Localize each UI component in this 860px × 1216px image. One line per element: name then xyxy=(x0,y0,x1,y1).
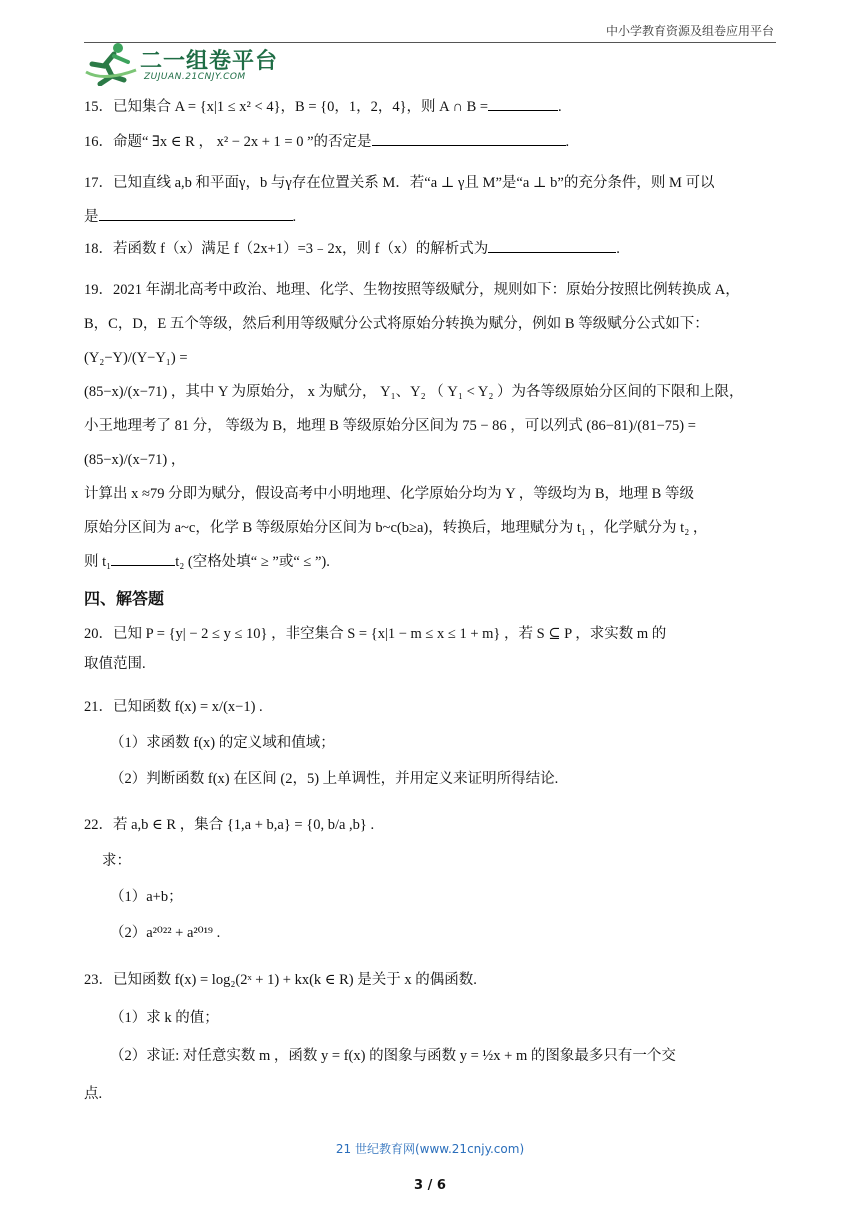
question-23 xyxy=(84,961,776,1113)
answer-blank xyxy=(99,206,293,221)
question-17: 17．已知直线 a,b 和平面γ，b 与γ存在位置关系 M．若“a ⊥ γ且 M”是“a ⊥ b”的充分条件，则 M 可以 是 . xyxy=(84,175,715,225)
logo-title: 二一组卷平台 xyxy=(140,49,279,74)
answer-blank xyxy=(111,551,175,566)
question-19-text: 则 t₁ xyxy=(84,554,112,570)
question-21-part-2: （2）判断函数 f(x) 在区间 (2，5) 上单调性，并用定义来证明所得结论. xyxy=(110,771,559,787)
question-19-line: 19．2021 年湖北高考中政治、地理、化学、生物按照等级赋分，规则如下：原始分按照比例转换成 A， xyxy=(84,282,740,298)
question-23-part-2: （2）求证: 对任意实数 m ，函数 y = f(x) 的图象与函数 y = ½x + m 的图象最多只有一个交 xyxy=(110,1048,676,1064)
question-20-line: 取值范围. xyxy=(84,656,146,672)
question-22 xyxy=(84,807,776,951)
question-22-ask: 求： xyxy=(102,853,131,869)
question-21-stem: 21．已知函数 f(x) = x/(x−1) . xyxy=(84,699,263,715)
runner-icon xyxy=(84,42,138,86)
question-15: 15．已知集合 A = {x|1 ≤ x² < 4}，B = {0，1，2，4}，则 A ∩ B = . xyxy=(84,96,776,117)
page-content xyxy=(84,96,776,1123)
answer-blank xyxy=(488,238,616,253)
page-number: 3 / 6 xyxy=(414,1178,446,1193)
logo xyxy=(84,42,284,86)
header-platform-name: 中小学教育资源及组卷应用平台 xyxy=(605,24,774,38)
question-16-text: 16．命题“ ∃x ∈ R ， x² − 2x + 1 = 0 ”的否定是 xyxy=(84,134,372,150)
question-22-part-2: （2）a²⁰²² + a²⁰¹⁹ . xyxy=(110,925,221,941)
question-23-part-2-cont: 点. xyxy=(84,1086,103,1102)
question-19-line: B，C，D，E 五个等级，然后利用等级赋分公式将原始分转换为赋分，例如 B 等级赋分公式如下：(Y₂−Y)/(Y−Y₁) = xyxy=(84,316,709,366)
question-19-line: 小王地理考了 81 分， 等级为 B，地理 B 等级原始分区间为 75 − 86 ，可以列式 (86−81)/(81−75) = (85−x)/(x−71) ， xyxy=(84,418,696,468)
question-17-text-2: 是 xyxy=(84,209,99,225)
question-18: 18．若函数 f（x）满足 f（2x+1）=3﹣2x，则 f（x）的解析式为 . xyxy=(84,238,776,259)
question-19-line xyxy=(84,545,776,579)
question-16: 16．命题“ ∃x ∈ R ， x² − 2x + 1 = 0 ”的否定是 . xyxy=(84,131,776,152)
question-21-part-1: （1）求函数 f(x) 的定义域和值域； xyxy=(110,735,335,751)
question-15-text: 15．已知集合 A = {x|1 ≤ x² < 4}，B = {0，1，2，4}，则 A ∩ B = xyxy=(84,99,489,115)
question-21 xyxy=(84,689,776,797)
logo-subtitle: ZUJUAN.21CNJY.COM xyxy=(144,72,246,82)
question-20 xyxy=(84,619,776,679)
question-19-line: (85−x)/(x−71) ，其中 Y 为原始分， x 为赋分， Y₁、Y₂ （ Y₁ < Y₂ ）为各等级原始分区间的下限和上限， xyxy=(84,384,744,400)
question-23-stem: 23．已知函数 f(x) = log₂(2ˣ + 1) + kx(k ∈ R) 是关于 x 的偶函数. xyxy=(84,972,477,988)
question-19 xyxy=(84,273,776,579)
question-19-line: 原始分区间为 a~c，化学 B 等级原始分区间为 b~c(b≥a)，转换后，地理赋分为 t₁ ，化学赋分为 t₂ ， xyxy=(84,520,708,536)
question-19-text: t₂ (空格处填“ ≥ ”或“ ≤ ”). xyxy=(175,554,330,570)
question-22-part-1: （1）a+b； xyxy=(110,889,183,905)
footer-site-link[interactable]: 21 世纪教育网(www.21cnjy.com) xyxy=(335,1142,525,1156)
section-title: 四、解答题 xyxy=(84,589,165,608)
answer-blank xyxy=(488,96,558,111)
answer-blank xyxy=(372,131,566,146)
question-18-text: 18．若函数 f（x）满足 f（2x+1）=3﹣2x，则 f（x）的解析式为 xyxy=(84,241,489,257)
question-17-text: 17．已知直线 a,b 和平面γ，b 与γ存在位置关系 M．若“a ⊥ γ且 M”是“a ⊥ b”的充分条件，则 M 可以 xyxy=(84,175,715,191)
question-23-part-1: （1）求 k 的值； xyxy=(110,1010,219,1026)
question-20-line: 20．已知 P = {y| − 2 ≤ y ≤ 10} ，非空集合 S = {x|1 − m ≤ x ≤ 1 + m} ，若 S ⊆ P ，求实数 m 的 xyxy=(84,626,667,642)
question-19-line: 计算出 x ≈79 分即为赋分，假设高考中小明地理、化学原始分均为 Y ，等级均为 B，地理 B 等级 xyxy=(84,486,694,502)
question-22-stem: 22．若 a,b ∈ R ，集合 {1,a + b,a} = {0, b/a ,b} . xyxy=(84,817,375,833)
